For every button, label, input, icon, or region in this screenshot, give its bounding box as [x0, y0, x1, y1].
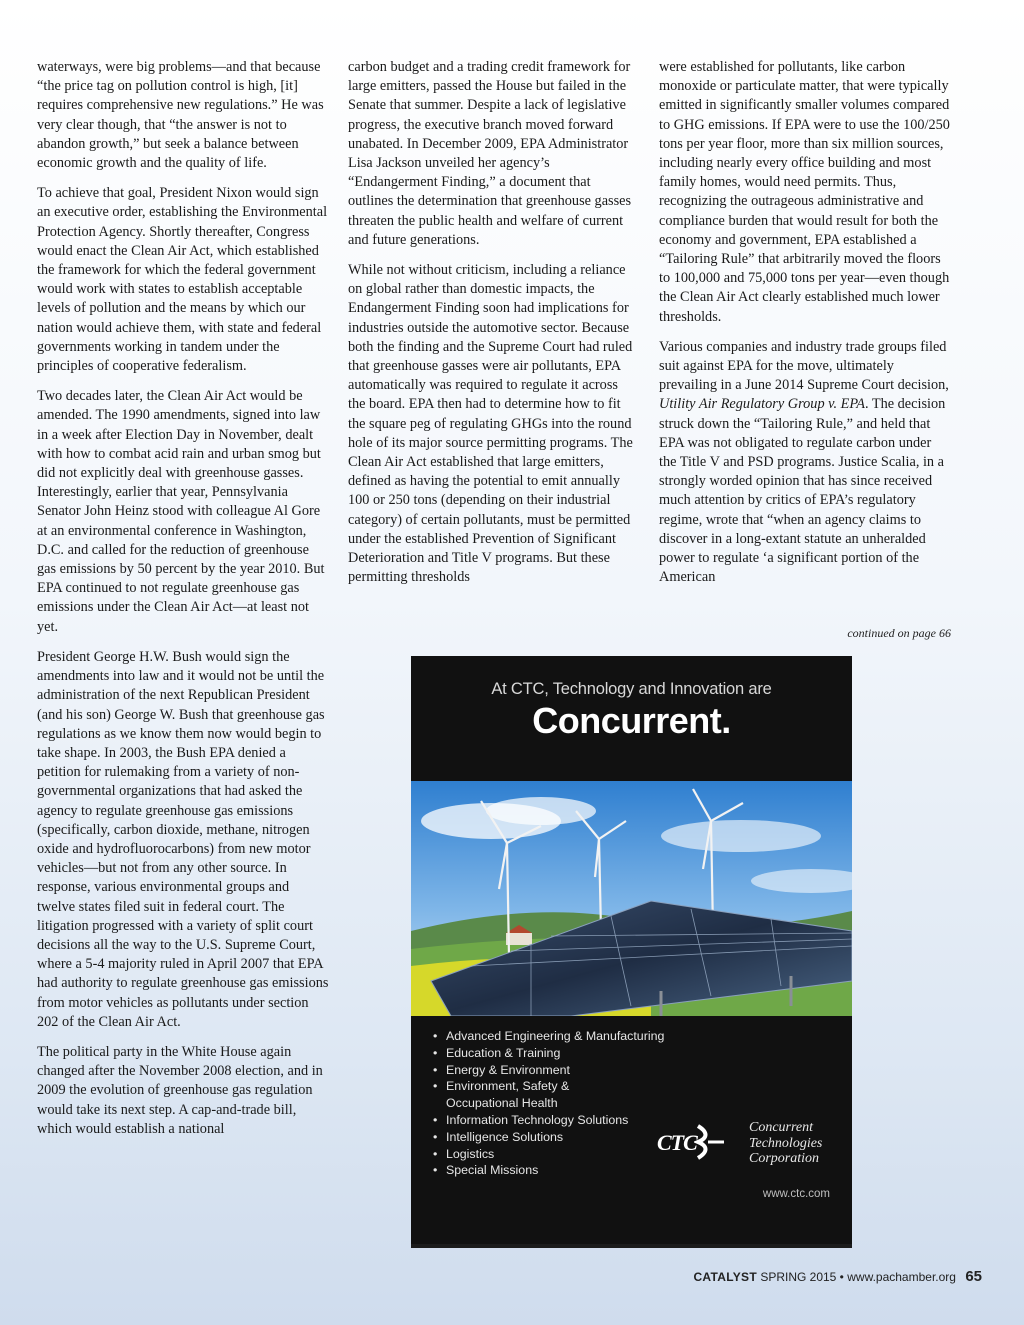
paragraph: carbon budget and a trading credit framework for large emitters, passed the House but failed in the Senate that summer. Despite a lack of legislative progress, the executive branch moved forward unabated. In December 2009, EPA Administrator Lisa Jackson unveiled her agency’s “Endangerment Finding,” a document that outlines the determination that greenhouse gasses threaten the public health and welfare of current and future generations. [348, 59, 632, 248]
page-footer [693, 1268, 982, 1285]
article-column-1 [37, 58, 329, 1150]
company-name-line: Technologies [749, 1135, 823, 1151]
paragraph: While not without criticism, including a reliance on global rather than domestic impacts, the Endangerment Finding soon had implications for industries outside the automotive sector. Because both the finding and the Supreme Court had ruled that greenhouse gasses were air pollutants, EPA automatically was required to regulate it across the board. EPA then had to determine how to fit the square peg of regulating GHGs into the round hole of its major source permitting programs. The Clean Air Act established that large emitters, defined as having the potential to emit annually 100 or 250 tons (depending on their industrial category) of certain pollutants, must be permitted under the established Prevention of Significant Deterioration and Title V programs. But these permitting thresholds [348, 262, 633, 586]
paragraph-text: . The decision struck down the “Tailoring Rule,” and held that EPA was not obligated to regulate carbon under the Title V and PSD programs. Justice Scalia, in a strongly worded opinion that has since received much attention by critics of EPA’s regulatory regime, wrote that “when an agency claims to discover in a long-extant statute an unheralded power to regulate ‘a significant portion of the American [659, 396, 946, 586]
paragraph: Two decades later, the Clean Air Act would be amended. The 1990 amendments, signed into law in a week after Election Day in November, dealt with how to combat acid rain and urban smog but did not explicitly deal with greenhouse gasses. Interestingly, earlier that year, Pennsylvania Senator John Heinz stood with colleague Al Gore at an environmental conference in Washington, D.C. and called for the reduction of greenhouse gas emissions by 50 percent by the year 2010. But EPA continued to not regulate greenhouse gas emissions under the Clean Air Act—at least not yet. [37, 388, 325, 635]
website-link[interactable]: www.pachamber.org [847, 1270, 956, 1284]
list-item: • Logistics [433, 1146, 664, 1163]
magazine-name: CATALYST [693, 1270, 757, 1284]
article-column-3 [659, 58, 951, 598]
list-item: • Energy & Environment [433, 1062, 664, 1079]
ctc-swoosh-icon [694, 1122, 726, 1162]
paragraph: waterways, were big problems—and that because “the price tag on pollution control is high, [it] requires comprehensive new regulations.” He was very clear though, that “the answer is not to abandon growth,” but seek a balance between economic growth and the quality of life. [37, 59, 324, 172]
list-item: • Information Technology Solutions [433, 1112, 664, 1129]
paragraph: The political party in the White House again changed after the November 2008 election, and in 2009 the evolution of greenhouse gas regulation would take its next step. A cap-and-trade bill, which would establish a national [37, 1043, 323, 1137]
paragraph: President George H.W. Bush would sign the amendments into law and it would not be until the administration of the next Republican President (and his son) George W. Bush that greenhouse gas regulations as we know them now would begin to take shape. In 2003, the Bush EPA denied a petition for rulemaking from a variety of non-governmental organizations that had asked the agency to regulate greenhouse gas emissions (specifically, carbon dioxide, methane, nitrogen oxide and hydrofluorocarbons) from new motor vehicles—but not from any other source. In response, various environmental groups and twelve states filed suit in federal court. The litigation progressed with a variety of split court decisions all the way to the U.S. Supreme Court, where a 5-4 majority ruled in April 2007 that EPA had authority to regulate greenhouse gas emissions from motor vehicles as pollutants under section 202 of the Clean Air Act. [37, 648, 329, 1030]
paragraph [659, 338, 951, 588]
paragraph: To achieve that goal, President Nixon would sign an executive order, establishing the Environmental Protection Agency. Shortly thereafter, Congress would enact the Clean Air Act, which established the framework for which the federal government would work with states to establish acceptable levels of pollution and the means by which our nation would achieve them, with state and federal governments working in tandem under the principles of cooperative federalism. [37, 185, 328, 375]
wind-solar-photo [411, 781, 852, 1016]
issue-label: SPRING 2015 • [760, 1270, 844, 1284]
company-name-line: Corporation [749, 1151, 820, 1166]
ad-url-link[interactable]: www.ctc.com [762, 1188, 830, 1200]
list-item: • Advanced Engineering & Manufacturing [433, 1028, 664, 1045]
paragraph-text: Various companies and industry trade groups filed suit against EPA for the move, ultimately prevailing in a June 2014 Supreme Court decision, [659, 338, 949, 394]
ctc-logo [657, 1120, 837, 1170]
ctc-logo-mark: CTC [657, 1130, 697, 1155]
company-name [749, 1120, 852, 1167]
ad-headline: Concurrent. [532, 700, 731, 741]
ad-tagline: At CTC, Technology and Innovation are [491, 680, 772, 698]
list-item: • Special Missions [433, 1162, 664, 1179]
list-item: • Education & Training [433, 1045, 664, 1062]
list-item-line: • Environment, Safety & [446, 1079, 570, 1094]
ad-services-list [433, 1028, 664, 1179]
case-name: Utility Air Regulatory Group v. EPA [659, 396, 865, 413]
list-item: • Intelligence Solutions [433, 1129, 664, 1146]
list-item-line: Occupational Health [446, 1096, 558, 1111]
company-name-line: Concurrent [749, 1120, 814, 1135]
ctc-advertisement[interactable] [411, 656, 852, 1248]
continued-on-page-link[interactable]: continued on page 66 [847, 626, 951, 640]
list-item [433, 1078, 664, 1112]
paragraph: were established for pollutants, like carbon monoxide or particulate matter, that were typically emitted in significantly smaller volumes compared to GHG emissions. If EPA were to use the 100/250 tons per year floor, more than six million sources, including nearly every office building and most family homes, would need permits. Thus, recognizing the outrageous administrative and compliance burden that would result for both the economy and government, EPA established a “Tailoring Rule” that arbitrarily moved the floors to 100,000 and 75,000 tons per year—even though the Clean Air Act clearly established much lower thresholds. [659, 59, 950, 325]
article-column-2 [348, 58, 638, 598]
page-number: 65 [965, 1268, 982, 1285]
